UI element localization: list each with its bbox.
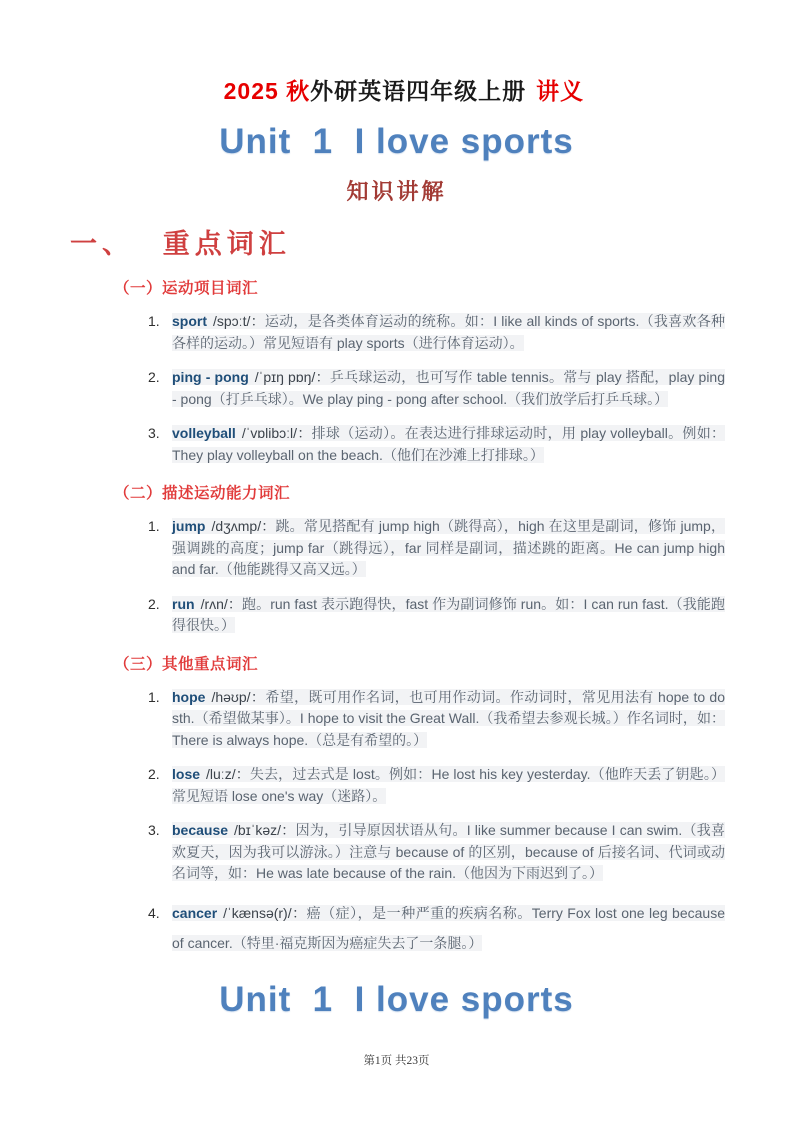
- unit-title-bottom: Unit 1 I love sports: [219, 980, 574, 1019]
- unit-title-top: Unit 1 I love sports: [219, 122, 574, 161]
- vocab-phonetic: /rʌn/：: [200, 595, 242, 612]
- vocab-item-hope: [148, 687, 725, 752]
- vocab-definition: 失去，过去式是 lost。例如：He lost his key yesterday.（他昨天丢了钥匙。）常见短语 lose one's way（迷路）。: [172, 766, 725, 804]
- vocab-definition: 乒乓球运动，也可写作 table tennis。常与 play 搭配，play ping - pong（打乒乓球）。We play ping - pong after school.（我们放学后打乒乓球。）: [172, 369, 726, 407]
- vocab-phonetic: /bɪˈkəz/：: [234, 822, 296, 838]
- subsection-3-heading: （三）其他重点词汇: [114, 655, 259, 673]
- vocab-word: hope: [172, 688, 206, 705]
- title-suffix: 讲义: [536, 78, 585, 104]
- vocab-phonetic: /ˈkænsə(r)/：: [223, 904, 307, 921]
- item-number: 4.: [148, 904, 160, 921]
- knowledge-subtitle: 知识讲解: [346, 179, 447, 204]
- subsection-2-heading: （二）描述运动能力词汇: [114, 485, 291, 502]
- title-year: 2025 秋: [223, 78, 311, 104]
- vocab-word: ping - pong: [172, 369, 249, 385]
- vocab-phonetic: /dʒʌmp/：: [211, 518, 276, 534]
- vocab-word: jump: [172, 518, 206, 534]
- item-number: 1.: [148, 688, 160, 705]
- item-number: 1.: [148, 518, 160, 534]
- vocab-definition: 希望，既可用作名词，也可用作动词。作动词时，常见用法有 hope to do sth.（希望做某事）。I hope to visit the Great Wall.（我希望去参观长城。）作名词时，如：There is always hope.（总是有希望的。）: [172, 688, 725, 748]
- document-title: [0, 0, 793, 106]
- vocab-word: cancer: [172, 904, 218, 921]
- item-number: 2.: [148, 595, 160, 612]
- other-vocab-list: [0, 687, 793, 958]
- vocab-phonetic: /ˈpɪŋ pɒŋ/：: [254, 369, 330, 385]
- vocab-phonetic: /ˈvɒlibɔːl/：: [241, 425, 312, 441]
- vocab-definition: 跳。常见搭配有 jump high（跳得高），high 在这里是副词，修饰 jump，强调跳的高度；jump far（跳得远），far 同样是副词，描述跳的距离。He can jump high and far.（他能跳得又高又远。）: [172, 518, 725, 577]
- vocab-item-because: [148, 820, 725, 885]
- vocab-item-cancer: [148, 898, 725, 958]
- item-number: 2.: [148, 369, 160, 385]
- vocab-definition: 排球（运动）。在表达进行排球运动时，用 play volleyball。例如：They play volleyball on the beach.（他们在沙滩上打排球。）: [172, 425, 726, 463]
- section-one-heading: 一、 重点词汇: [70, 229, 291, 260]
- sports-vocab-list: [0, 311, 793, 466]
- vocab-definition: 运动，是各类体育运动的统称。如：I like all kinds of sports.（我喜欢各种各样的运动。）常见短语有 play sports（进行体育运动）。: [172, 313, 725, 351]
- vocab-word: because: [172, 822, 229, 838]
- subsection-1-heading: （一）运动项目词汇: [114, 280, 259, 297]
- vocab-item-volleyball: [148, 423, 725, 466]
- vocab-word: run: [172, 595, 195, 612]
- vocab-item-ping-pong: [148, 367, 725, 410]
- vocab-item-sport: [148, 311, 725, 354]
- vocab-item-jump: [148, 516, 725, 581]
- item-number: 2.: [148, 766, 160, 782]
- vocab-definition: 癌（症），是一种严重的疾病名称。Terry Fox lost one leg because of cancer.（特里·福克斯因为癌症失去了一条腿。）: [172, 904, 725, 951]
- item-number: 1.: [148, 313, 160, 329]
- item-number: 3.: [148, 822, 160, 838]
- ability-vocab-list: [0, 516, 793, 637]
- page-number: 第1页 共23页: [363, 1055, 430, 1067]
- vocab-phonetic: /luːz/：: [206, 766, 250, 782]
- title-book: 外研英语四年级上册: [310, 78, 527, 104]
- vocab-definition: 因为，引导原因状语从句。I like summer because I can swim.（我喜欢夏天，因为我可以游泳。）注意与 because of 的区别，because of 后接名词、代词或动名词等，如：He was late because of the rain.（他因为下雨迟到了。）: [172, 822, 725, 881]
- item-number: 3.: [148, 425, 160, 441]
- vocab-definition: 跑。run fast 表示跑得快，fast 作为副词修饰 run。如：I can run fast.（我能跑得很快。）: [172, 595, 725, 633]
- vocab-word: lose: [172, 766, 201, 782]
- vocab-phonetic: /həʊp/：: [211, 688, 266, 705]
- vocab-item-lose: [148, 764, 725, 807]
- vocab-word: volleyball: [172, 425, 236, 441]
- vocab-word: sport: [172, 313, 207, 329]
- vocab-item-run: [148, 594, 725, 637]
- vocab-phonetic: /spɔːt/：: [213, 313, 265, 329]
